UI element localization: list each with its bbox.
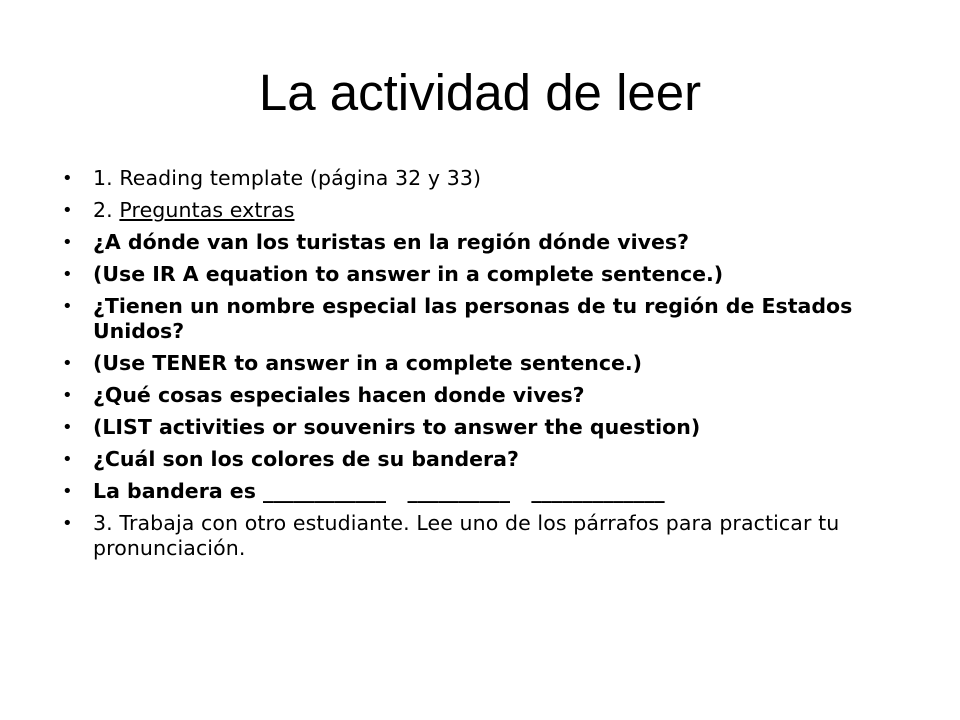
bullet-icon: • — [62, 385, 73, 406]
bullet-item-4 — [62, 262, 912, 287]
bullet-text: ¿Cuál son los colores de su bandera? — [93, 447, 519, 471]
bullet-icon: • — [62, 353, 73, 374]
bullet-icon: • — [62, 200, 73, 221]
bullet-text: 1. Reading template (página 32 y 33) — [93, 166, 482, 190]
bullet-icon: • — [62, 264, 73, 285]
bullet-icon: • — [62, 513, 73, 534]
bullet-prefix: 2. — [93, 198, 120, 222]
bullet-text-underlined: Preguntas extras — [119, 198, 295, 222]
bullet-item-8 — [62, 415, 912, 440]
bullet-item-9 — [62, 447, 912, 472]
bullet-item-3 — [62, 230, 912, 255]
bullet-text: (Use TENER to answer in a complete sentence.) — [93, 351, 643, 375]
bullet-item-1 — [62, 166, 912, 191]
bullet-icon: • — [62, 232, 73, 253]
bullet-item-7 — [62, 383, 912, 408]
bullet-item-2 — [62, 198, 912, 223]
bullet-text: ¿Tienen un nombre especial las personas de tu región de Estados Unidos? — [93, 294, 853, 343]
bullet-item-11 — [62, 511, 912, 561]
bullet-icon: • — [62, 481, 73, 502]
bullet-item-10 — [62, 479, 912, 504]
bullet-text: La bandera es ____________ __________ _____________ — [93, 479, 665, 503]
bullet-icon: • — [62, 417, 73, 438]
bullet-text: ¿Qué cosas especiales hacen donde vives? — [93, 383, 585, 407]
bullet-text: (LIST activities or souvenirs to answer the question) — [93, 415, 701, 439]
bullet-list — [62, 166, 912, 568]
slide-title: La actividad de leer — [258, 64, 702, 121]
bullet-icon: • — [62, 296, 73, 317]
bullet-text: (Use IR A equation to answer in a complete sentence.) — [93, 262, 724, 286]
bullet-text: ¿A dónde van los turistas en la región dónde vives? — [93, 230, 690, 254]
bullet-icon: • — [62, 449, 73, 470]
bullet-item-5 — [62, 294, 912, 344]
bullet-text: 3. Trabaja con otro estudiante. Lee uno de los párrafos para practicar tu pronunciación. — [93, 511, 840, 560]
bullet-item-6 — [62, 351, 912, 376]
bullet-icon: • — [62, 168, 73, 189]
